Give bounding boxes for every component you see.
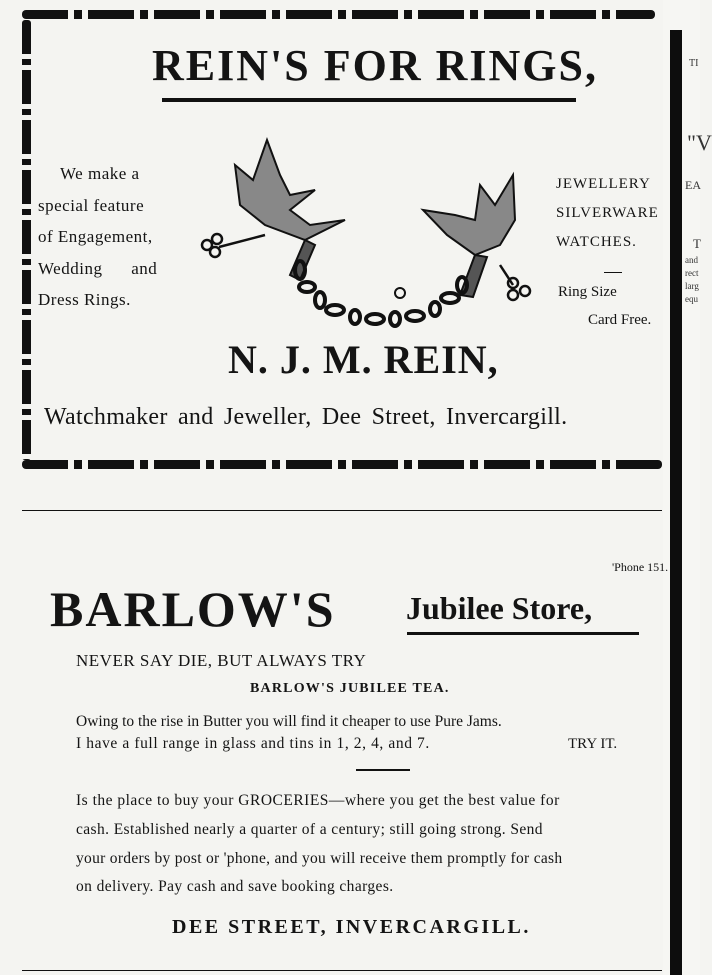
section-divider	[22, 510, 662, 511]
text-line: special feature	[38, 195, 145, 215]
barlow-advertisement	[0, 540, 669, 975]
text-line: of Engagement,	[38, 227, 153, 246]
column-fragment: larg	[685, 281, 699, 291]
rein-right-text	[556, 170, 659, 257]
text-line: WATCHES.	[556, 234, 637, 250]
column-fragment: EA	[685, 178, 701, 192]
clover-icon	[202, 234, 265, 257]
paragraph-line: Is the place to buy your GROCERIES—where you get the best value for	[76, 792, 560, 809]
jubilee-tea: BARLOW'S JUBILEE TEA.	[250, 681, 450, 696]
text-line: JEWELLERY	[556, 176, 651, 192]
chain-border-bottom	[22, 460, 662, 469]
right-swallow-icon	[423, 175, 515, 297]
rein-address: Watchmaker and Jeweller, Dee Street, Invercargill.	[44, 404, 568, 430]
small-divider	[604, 272, 622, 273]
column-fragment: TI	[689, 58, 699, 69]
left-swallow-icon	[235, 140, 345, 280]
barlow-footer-address: DEE STREET, INVERCARGILL.	[172, 916, 531, 938]
column-fragment: rect	[685, 268, 699, 278]
clover-icon	[500, 265, 530, 300]
rein-left-text	[38, 158, 157, 316]
phone-number: 'Phone 151.	[612, 560, 669, 574]
chain-border-top	[22, 10, 655, 19]
bottom-rule	[22, 970, 662, 971]
text-line: Wedding and	[38, 258, 158, 278]
try-it-text: TRY IT.	[568, 736, 618, 752]
store-underline	[407, 632, 639, 635]
paragraph-line: on delivery. Pay cash and save booking charges.	[76, 878, 394, 895]
chain-icon	[295, 261, 467, 326]
column-rule	[670, 30, 682, 975]
paragraph-line: Owing to the rise in Butter you will find it cheaper to use Pure Jams.	[76, 713, 502, 730]
rein-name: N. J. M. REIN,	[228, 337, 499, 382]
rein-advertisement	[0, 0, 665, 480]
headline-underline	[162, 98, 576, 102]
swallows-chain-illustration	[195, 135, 550, 335]
ring-size-text: Ring Size	[558, 284, 617, 300]
rein-headline: REIN'S FOR RINGS,	[152, 41, 598, 90]
paragraph-line: your orders by post or 'phone, and you will receive them promptly for cash	[76, 850, 563, 867]
text-line: Dress Rings.	[38, 290, 131, 309]
column-fragment: "V	[687, 130, 712, 155]
paragraph-line: cash. Established nearly a quarter of a century; still going strong. Send	[76, 821, 543, 838]
card-free-text: Card Free.	[588, 312, 652, 328]
column-fragment: T	[693, 236, 701, 251]
text-line: SILVERWARE	[556, 205, 659, 221]
paragraph-line: I have a full range in glass and tins in 1, 2, 4, and 7.	[76, 735, 430, 752]
barlow-name: BARLOW'S	[50, 581, 336, 637]
slogan: NEVER SAY DIE, BUT ALWAYS TRY	[76, 651, 367, 670]
column-fragment: and	[685, 255, 698, 265]
text-line: We make a	[60, 164, 140, 183]
chain-border-left	[22, 20, 31, 460]
column-fragment: equ	[685, 294, 698, 304]
jubilee-store-title: Jubilee Store,	[406, 590, 593, 626]
small-divider	[356, 769, 410, 771]
